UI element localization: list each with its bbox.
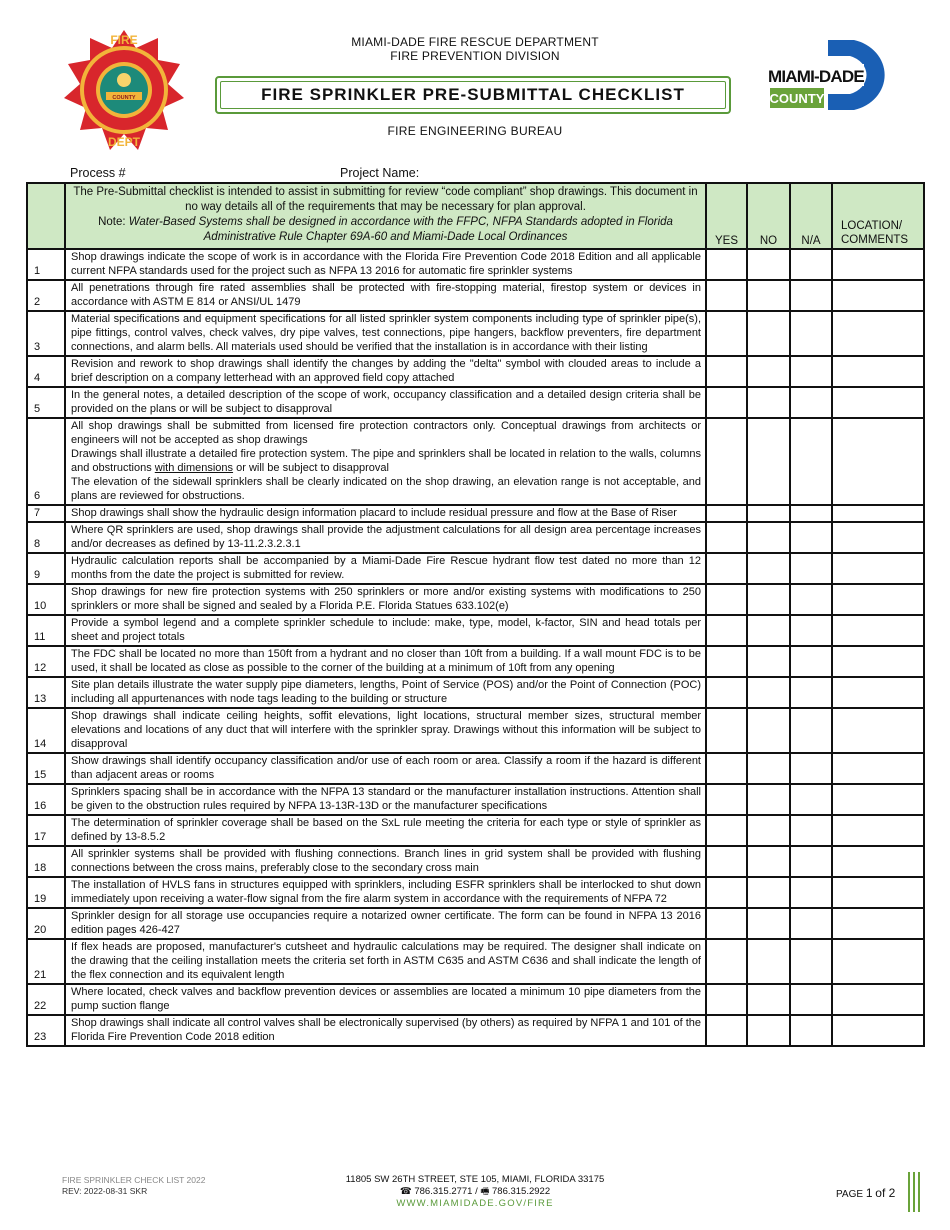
comments-cell[interactable] (832, 249, 924, 280)
comments-cell[interactable] (832, 753, 924, 784)
row-number: 9 (27, 553, 65, 584)
comments-cell[interactable] (832, 280, 924, 311)
comments-cell[interactable] (832, 387, 924, 418)
column-header-yes: YES (706, 183, 747, 249)
yes-checkbox-cell[interactable] (706, 939, 747, 984)
division-name: FIRE PREVENTION DIVISION (390, 49, 560, 63)
na-checkbox-cell[interactable] (790, 311, 832, 356)
no-checkbox-cell[interactable] (747, 984, 790, 1015)
row-description: If flex heads are proposed, manufacturer's cutsheet and hydraulic calculations may be required. The designer shall indicate on the drawing that the ceiling installation meets the criteria set forth in ASTM C635 and ASTM C636 and shall indicate the length of the flex connection and its equivalent length (65, 939, 706, 984)
table-row (27, 356, 924, 387)
yes-checkbox-cell[interactable] (706, 387, 747, 418)
row-number: 7 (27, 505, 65, 522)
na-checkbox-cell[interactable] (790, 1015, 832, 1046)
row-description: Site plan details illustrate the water supply pipe diameters, lengths, Point of Service (POS) and/or the Point of Connection (POC) including all appurtenances with node tags leading to the building or structure (65, 677, 706, 708)
na-checkbox-cell[interactable] (790, 815, 832, 846)
yes-checkbox-cell[interactable] (706, 418, 747, 505)
no-checkbox-cell[interactable] (747, 846, 790, 877)
table-row (27, 677, 924, 708)
table-row (27, 846, 924, 877)
bureau-name: FIRE ENGINEERING BUREAU (387, 124, 563, 138)
yes-checkbox-cell[interactable] (706, 311, 747, 356)
column-header-no: NO (747, 183, 790, 249)
na-checkbox-cell[interactable] (790, 387, 832, 418)
no-checkbox-cell[interactable] (747, 646, 790, 677)
na-checkbox-cell[interactable] (790, 418, 832, 505)
no-checkbox-cell[interactable] (747, 877, 790, 908)
comments-cell[interactable] (832, 418, 924, 505)
row-description: Sprinkler design for all storage use occupancies require a notarized owner certificate. The form can be found in NFPA 13 2016 edition pages 426-427 (65, 908, 706, 939)
na-checkbox-cell[interactable] (790, 280, 832, 311)
yes-checkbox-cell[interactable] (706, 646, 747, 677)
yes-checkbox-cell[interactable] (706, 677, 747, 708)
table-row (27, 249, 924, 280)
na-checkbox-cell[interactable] (790, 877, 832, 908)
row-description: Material specifications and equipment specifications for all listed sprinkler system components including type of sprinkler pipe(s), pipe fittings, control valves, check valves, dry pipe valves, test connections, pipe hangers, backflow preventers, fire department connections, and alarm bells. All materials used should be verified that the installation is in accordance with their listing (65, 311, 706, 356)
page-current: 1 (865, 1186, 873, 1200)
footer-phones (300, 1186, 650, 1198)
na-checkbox-cell[interactable] (790, 584, 832, 615)
row-6-paragraph-2-end: or will be subject to disapproval (233, 462, 389, 474)
miami-dade-county-logo (766, 38, 896, 112)
row-number: 20 (27, 908, 65, 939)
footer-phone: ☎ 786.315.2771 (399, 1186, 473, 1197)
no-checkbox-cell[interactable] (747, 280, 790, 311)
footer-revision: REV: 2022-08-31 SKR (62, 1186, 148, 1196)
no-checkbox-cell[interactable] (747, 356, 790, 387)
table-row (27, 984, 924, 1015)
row-number: 13 (27, 677, 65, 708)
na-checkbox-cell[interactable] (790, 846, 832, 877)
row-description: Shop drawings shall indicate all control valves shall be electronically supervised (by others) as required by NFPA 1 and 101 of the Florida Fire Prevention Code 2018 edition (65, 1015, 706, 1046)
row-description: Show drawings shall identify occupancy classification and/or use of each room or area. Classify a room if the hazard is different than adjacent areas or rooms (65, 753, 706, 784)
checklist-table (26, 182, 925, 1047)
no-checkbox-cell[interactable] (747, 1015, 790, 1046)
column-header-na: N/A (790, 183, 832, 249)
no-checkbox-cell[interactable] (747, 249, 790, 280)
svg-text:COUNTY: COUNTY (112, 95, 136, 101)
row-6-paragraph-2 (71, 447, 701, 475)
row-number: 5 (27, 387, 65, 418)
row-description: The FDC shall be located no more than 150ft from a hydrant and no closer than 10ft from a building. If a wall mount FDC is to be used, it shall be located as close as possible to the corner of the building at a minimum of 10ft from any opening (65, 646, 706, 677)
table-row (27, 708, 924, 753)
yes-checkbox-cell[interactable] (706, 505, 747, 522)
column-header-comments: COMMENTS (841, 234, 909, 246)
table-row (27, 815, 924, 846)
fire-department-seal-logo (62, 28, 186, 152)
na-checkbox-cell[interactable] (790, 984, 832, 1015)
no-checkbox-cell[interactable] (747, 387, 790, 418)
comments-cell[interactable] (832, 846, 924, 877)
row-description: Hydraulic calculation reports shall be accompanied by a Miami-Dade Fire Rescue hydrant flow test dated no more than 12 months from the date the project is submitted for review. (65, 553, 706, 584)
yes-checkbox-cell[interactable] (706, 846, 747, 877)
footer-website-link[interactable]: WWW.MIAMIDADE.GOV/FIRE (396, 1198, 554, 1209)
table-row (27, 646, 924, 677)
logo-text-county: COUNTY (769, 91, 825, 106)
comments-cell[interactable] (832, 708, 924, 753)
na-checkbox-cell[interactable] (790, 908, 832, 939)
process-number-label: Process # (70, 166, 126, 180)
row-number: 6 (27, 418, 65, 505)
row-description: Provide a symbol legend and a complete sprinkler schedule to include: make, type, model, k-factor, SIN and head totals per sheet and project totals (65, 615, 706, 646)
yes-checkbox-cell[interactable] (706, 522, 747, 553)
comments-cell[interactable] (832, 505, 924, 522)
no-checkbox-cell[interactable] (747, 615, 790, 646)
comments-cell[interactable] (832, 984, 924, 1015)
note-text: Water-Based Systems shall be designed in accordance with the FFPC, NFPA Standards adopted in Florida Administrative Rule Chapter 69A-60 and Miami-Dade Local Ordinances (128, 216, 673, 243)
row-number: 10 (27, 584, 65, 615)
yes-checkbox-cell[interactable] (706, 984, 747, 1015)
row-number: 22 (27, 984, 65, 1015)
comments-cell[interactable] (832, 615, 924, 646)
yes-checkbox-cell[interactable] (706, 784, 747, 815)
row-number: 8 (27, 522, 65, 553)
row-number: 16 (27, 784, 65, 815)
no-checkbox-cell[interactable] (747, 418, 790, 505)
row-description: All sprinkler systems shall be provided with flushing connections. Branch lines in grid system shall be provided with flushing connections between the cross mains, preferably close to the secondary cross main (65, 846, 706, 877)
yes-checkbox-cell[interactable] (706, 553, 747, 584)
row-description: All penetrations through fire rated assemblies shall be protected with fire-stopping material, firestop system or devices in accordance with ASTM E 814 or ANSI/UL 1479 (65, 280, 706, 311)
yes-checkbox-cell[interactable] (706, 815, 747, 846)
row-6-paragraph-1: All shop drawings shall be submitted from licensed fire protection contractors only. Conceptual drawings from architects or engineers will not be accepted as shop drawings (71, 420, 701, 446)
department-name: MIAMI-DADE FIRE RESCUE DEPARTMENT (351, 35, 599, 49)
table-row (27, 418, 924, 505)
na-checkbox-cell[interactable] (790, 356, 832, 387)
no-checkbox-cell[interactable] (747, 753, 790, 784)
row-number: 17 (27, 815, 65, 846)
column-header-location: LOCATION/ (841, 220, 903, 232)
comments-cell[interactable] (832, 522, 924, 553)
row-description: Where located, check valves and backflow prevention devices or assemblies are located a minimum 10 pipe diameters from the pump suction flange (65, 984, 706, 1015)
row-number: 3 (27, 311, 65, 356)
table-row (27, 522, 924, 553)
table-row (27, 387, 924, 418)
no-checkbox-cell[interactable] (747, 584, 790, 615)
row-number: 21 (27, 939, 65, 984)
table-row (27, 311, 924, 356)
comments-cell[interactable] (832, 877, 924, 908)
yes-checkbox-cell[interactable] (706, 908, 747, 939)
table-row (27, 877, 924, 908)
no-checkbox-cell[interactable] (747, 708, 790, 753)
na-checkbox-cell[interactable] (790, 646, 832, 677)
na-checkbox-cell[interactable] (790, 677, 832, 708)
comments-cell[interactable] (832, 356, 924, 387)
na-checkbox-cell[interactable] (790, 505, 832, 522)
comments-cell[interactable] (832, 584, 924, 615)
row-description: Where QR sprinklers are used, shop drawings shall provide the adjustment calculations for all design area percentage increases and/or decreases as defined by 13-11.2.3.2.3.1 (65, 522, 706, 553)
comments-cell[interactable] (832, 784, 924, 815)
no-checkbox-cell[interactable] (747, 784, 790, 815)
intro-text: The Pre-Submittal checklist is intended to assist in submitting for review “code compliant” shop drawings. This document in no way details all of the requirements that may be necessary for plan approval. (73, 186, 698, 213)
comments-cell[interactable] (832, 1015, 924, 1046)
row-description: In the general notes, a detailed description of the scope of work, occupancy classification and a detailed design criteria shall be provided on the plans or will be subject to disapproval (65, 387, 706, 418)
row-description: Sprinklers spacing shall be in accordance with the NFPA 13 standard or the manufacturer installation instructions. Attention shall be given to the obstruction rules required by NFPA 13-13R-13D or the manufacturer specifications (65, 784, 706, 815)
comments-cell[interactable] (832, 908, 924, 939)
comments-cell[interactable] (832, 311, 924, 356)
table-row (27, 1015, 924, 1046)
na-checkbox-cell[interactable] (790, 522, 832, 553)
footer-form-name: FIRE SPRINKLER CHECK LIST 2022 (62, 1175, 206, 1185)
table-row (27, 784, 924, 815)
footer-form-info (62, 1175, 205, 1197)
row-number: 1 (27, 249, 65, 280)
row-number: 4 (27, 356, 65, 387)
row-description: Shop drawings shall show the hydraulic design information placard to include residual pressure and flow at the Base of Riser (65, 505, 706, 522)
row-description: Shop drawings for new fire protection systems with 250 sprinklers or more and/or existing systems with modifications to 250 sprinklers or more shall be signed and sealed by a Florida P.E. Florida Statues 633.102(e) (65, 584, 706, 615)
header-instructions-cell (65, 183, 706, 249)
row-description: Revision and rework to shop drawings shall identify the changes by adding the "delta" symbol with clouded areas to include a brief description on a company letterhead with an approved field copy attached (65, 356, 706, 387)
comments-cell[interactable] (832, 677, 924, 708)
table-row (27, 615, 924, 646)
no-checkbox-cell[interactable] (747, 815, 790, 846)
row-description: Shop drawings shall indicate ceiling heights, soffit elevations, light locations, structural member sizes, structural member elevations and locations of any duct that will interfere with the sprinkler spray. Drawings without this information will be subject to disapproval (65, 708, 706, 753)
footer-address: 11805 SW 26TH STREET, STE 105, MIAMI, FLORIDA 33175 (345, 1174, 605, 1185)
footer-fax: 🖷 786.315.2922 (480, 1186, 551, 1197)
no-checkbox-cell[interactable] (747, 553, 790, 584)
page-prefix: PAGE (836, 1189, 864, 1200)
yes-checkbox-cell[interactable] (706, 584, 747, 615)
comments-cell[interactable] (832, 553, 924, 584)
footer-separator: / (475, 1186, 478, 1197)
na-checkbox-cell[interactable] (790, 753, 832, 784)
comments-cell[interactable] (832, 815, 924, 846)
na-checkbox-cell[interactable] (790, 615, 832, 646)
no-checkbox-cell[interactable] (747, 522, 790, 553)
row-description: The installation of HVLS fans in structures equipped with sprinklers, including ESFR sprinklers shall be interlocked to shut down immediately upon receiving a water-flow signal from the fire alarm system in accordance with the requirements of NFPA 72 (65, 877, 706, 908)
no-checkbox-cell[interactable] (747, 677, 790, 708)
row-description: Shop drawings indicate the scope of work is in accordance with the Florida Fire Prevention Code 2018 Edition and all applicable current NFPA standards used for the project such as NFPA 13 2016 for automatic fire sprinkler systems (65, 249, 706, 280)
row-6-paragraph-2-start: Drawings shall illustrate a detailed fire protection system. The pipe and sprinklers shall be located in relation to the walls, columns and obstructions (71, 448, 701, 474)
comments-cell[interactable] (832, 939, 924, 984)
no-checkbox-cell[interactable] (747, 939, 790, 984)
yes-checkbox-cell[interactable] (706, 753, 747, 784)
page-number (836, 1186, 895, 1200)
svg-text:FIRE: FIRE (110, 33, 138, 47)
row-6-underlined-text: with dimensions (154, 462, 234, 474)
column-header-location-comments (832, 183, 924, 249)
footer-contact (300, 1174, 650, 1210)
row-6-paragraph-3: The elevation of the sidewall sprinklers shall be clearly indicated on the shop drawing, an elevation range is not acceptable, and plans are reviewed for obstructions. (71, 476, 701, 502)
decorative-green-bars (908, 1172, 922, 1212)
yes-checkbox-cell[interactable] (706, 615, 747, 646)
note-label: Note: (98, 216, 129, 228)
no-checkbox-cell[interactable] (747, 311, 790, 356)
no-checkbox-cell[interactable] (747, 908, 790, 939)
table-row (27, 280, 924, 311)
yes-checkbox-cell[interactable] (706, 280, 747, 311)
na-checkbox-cell[interactable] (790, 708, 832, 753)
row-number: 18 (27, 846, 65, 877)
na-checkbox-cell[interactable] (790, 784, 832, 815)
table-row (27, 584, 924, 615)
table-row (27, 939, 924, 984)
svg-text:DEPT: DEPT (107, 135, 141, 149)
yes-checkbox-cell[interactable] (706, 356, 747, 387)
yes-checkbox-cell[interactable] (706, 708, 747, 753)
na-checkbox-cell[interactable] (790, 553, 832, 584)
table-row (27, 553, 924, 584)
na-checkbox-cell[interactable] (790, 249, 832, 280)
row-number: 15 (27, 753, 65, 784)
na-checkbox-cell[interactable] (790, 939, 832, 984)
row-description: The determination of sprinkler coverage shall be based on the SxL rule meeting the criteria for each type or style of sprinkler as defined by 13-8.5.2 (65, 815, 706, 846)
yes-checkbox-cell[interactable] (706, 1015, 747, 1046)
row-number: 12 (27, 646, 65, 677)
no-checkbox-cell[interactable] (747, 505, 790, 522)
row-number: 2 (27, 280, 65, 311)
yes-checkbox-cell[interactable] (706, 249, 747, 280)
header-number-cell (27, 183, 65, 249)
table-header-row (27, 183, 924, 249)
title-frame (215, 76, 731, 114)
logo-text-miami-dade: MIAMI-DADE (768, 67, 864, 86)
note-line (70, 215, 701, 245)
page-total: of 2 (875, 1186, 896, 1200)
table-row (27, 505, 924, 522)
row-description (65, 418, 706, 505)
page-title: FIRE SPRINKLER PRE-SUBMITTAL CHECKLIST (220, 81, 726, 109)
row-number: 23 (27, 1015, 65, 1046)
yes-checkbox-cell[interactable] (706, 877, 747, 908)
project-name-label: Project Name: (340, 166, 420, 180)
table-row (27, 908, 924, 939)
row-number: 14 (27, 708, 65, 753)
row-number: 11 (27, 615, 65, 646)
comments-cell[interactable] (832, 646, 924, 677)
department-heading (250, 35, 700, 63)
row-number: 19 (27, 877, 65, 908)
table-row (27, 753, 924, 784)
